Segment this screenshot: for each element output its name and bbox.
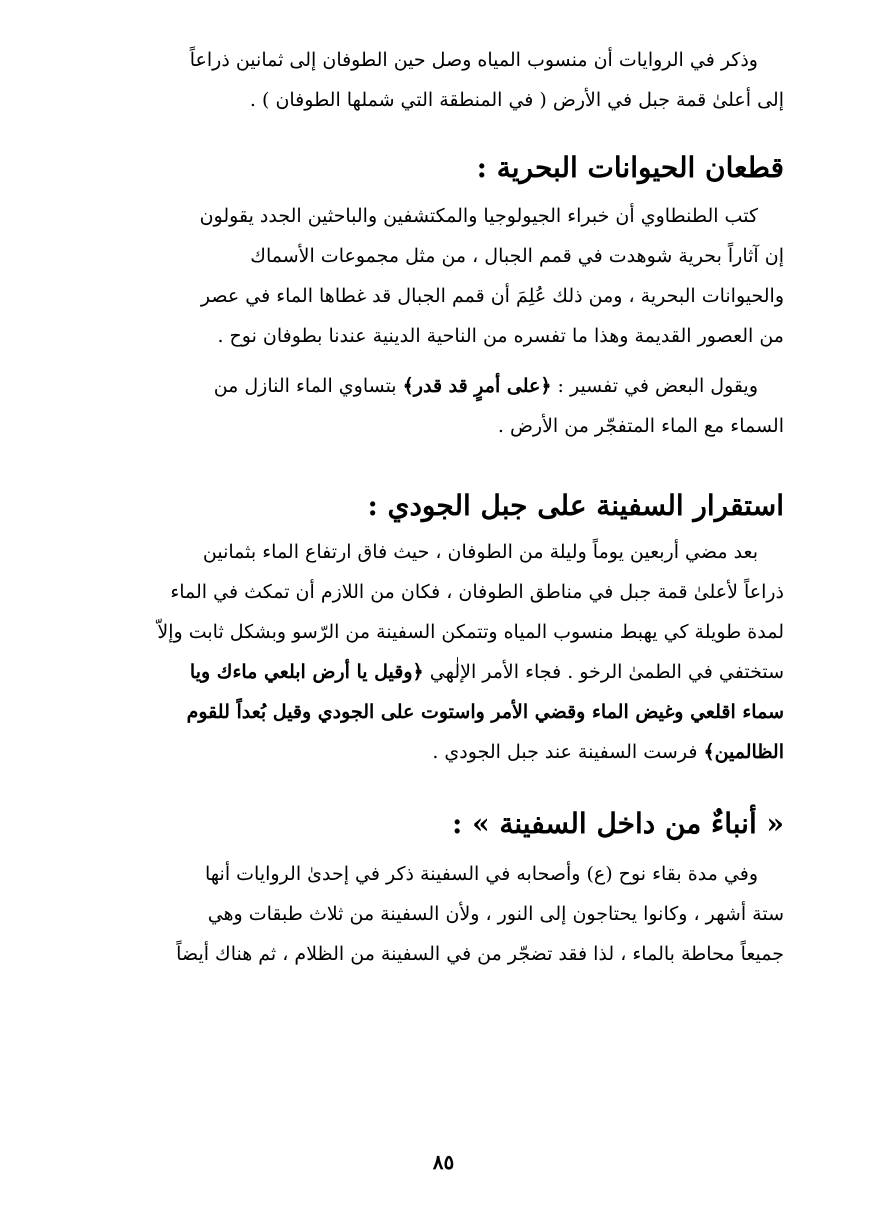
- quran-quote: الظالمين﴾: [703, 741, 784, 763]
- text-segment: فرست السفينة عند جبل الجودي .: [432, 741, 698, 763]
- quran-quote: ﴿على أمرٍ قد قدر﴾: [402, 375, 552, 397]
- text-segment: بتساوي الماء النازل من: [213, 375, 397, 397]
- text-line: من العصور القديمة وهذا ما تفسره من الناحية الدينية عندنا بطوفان نوح .: [217, 325, 784, 347]
- text-line: وذكر في الروايات أن منسوب المياه وصل حين الطوفان إلى ثمانين ذراعاً: [189, 49, 758, 71]
- text-line: لمدة طويلة كي يهبط منسوب المياه وتتمكن السفينة من الرّسو وبشكل ثابت وإلاّ: [157, 621, 784, 643]
- text-segment: ستختفي في الطمىٰ الرخو . فجاء الأمر الإلٰهي: [429, 661, 784, 683]
- text-line: إلى أعلىٰ قمة جبل في الأرض ( في المنطقة التي شملها الطوفان ) .: [249, 89, 784, 111]
- text-line: [100, 732, 784, 772]
- text-line: ذراعاً لأعلىٰ قمة جبل في مناطق الطوفان ، فكان من اللازم أن تمكث في الماء: [170, 581, 784, 603]
- text-line: والحيوانات البحرية ، ومن ذلك عُلِمَ أن قمم الجبال قد غطاها الماء في عصر: [200, 285, 784, 307]
- text-segment: ويقول البعض في تفسير :: [557, 375, 758, 397]
- section-heading-ark-settling: استقرار السفينة على جبل الجودي :: [367, 489, 784, 522]
- text-line: ستة أشهر ، وكانوا يحتاجون إلى النور ، ولأن السفينة من ثلاث طبقات وهي: [207, 903, 784, 925]
- text-line: جميعاً محاطة بالماء ، لذا فقد تضجّر من في السفينة من الظلام ، ثم هناك أيضاً: [176, 943, 784, 965]
- quran-quote-line: سماء اقلعي وغيض الماء وقضي الأمر واستوت على الجودي وقيل بُعداً للقوم: [186, 701, 784, 723]
- paragraph-ark-settling: [100, 532, 784, 772]
- text-line: السماء مع الماء المتفجّر من الأرض .: [497, 415, 784, 437]
- paragraph-interpretation: [100, 366, 784, 446]
- text-line: إن آثاراً بحرية شوهدت في قمم الجبال ، من مثل مجموعات الأسماك: [250, 245, 784, 267]
- section-heading-marine-animals: قطعان الحيوانات البحرية :: [476, 151, 784, 184]
- paragraph-inside-ark: [100, 854, 784, 974]
- text-line: [100, 366, 784, 406]
- page-number: ٨٥: [432, 1150, 455, 1174]
- text-line: بعد مضي أربعين يوماً وليلة من الطوفان ، حيث فاق ارتفاع الماء بثمانين: [202, 541, 758, 563]
- text-line: كتب الطنطاوي أن خبراء الجيولوجيا والمكتشفين والباحثين الجدد يقولون: [199, 205, 758, 227]
- paragraph-marine-traces: [100, 196, 784, 356]
- paragraph-flood-height: [100, 40, 784, 120]
- page-body: [100, 40, 784, 974]
- quran-quote: ﴿وقيل يا أرض ابلعي ماءك ويا: [189, 661, 424, 683]
- text-line: [100, 652, 784, 692]
- section-heading-news-inside-ark: « أنباءٌ من داخل السفينة » :: [452, 807, 784, 840]
- text-line: وفي مدة بقاء نوح (ع) وأصحابه في السفينة ذكر في إحدىٰ الروايات أنها: [204, 863, 758, 885]
